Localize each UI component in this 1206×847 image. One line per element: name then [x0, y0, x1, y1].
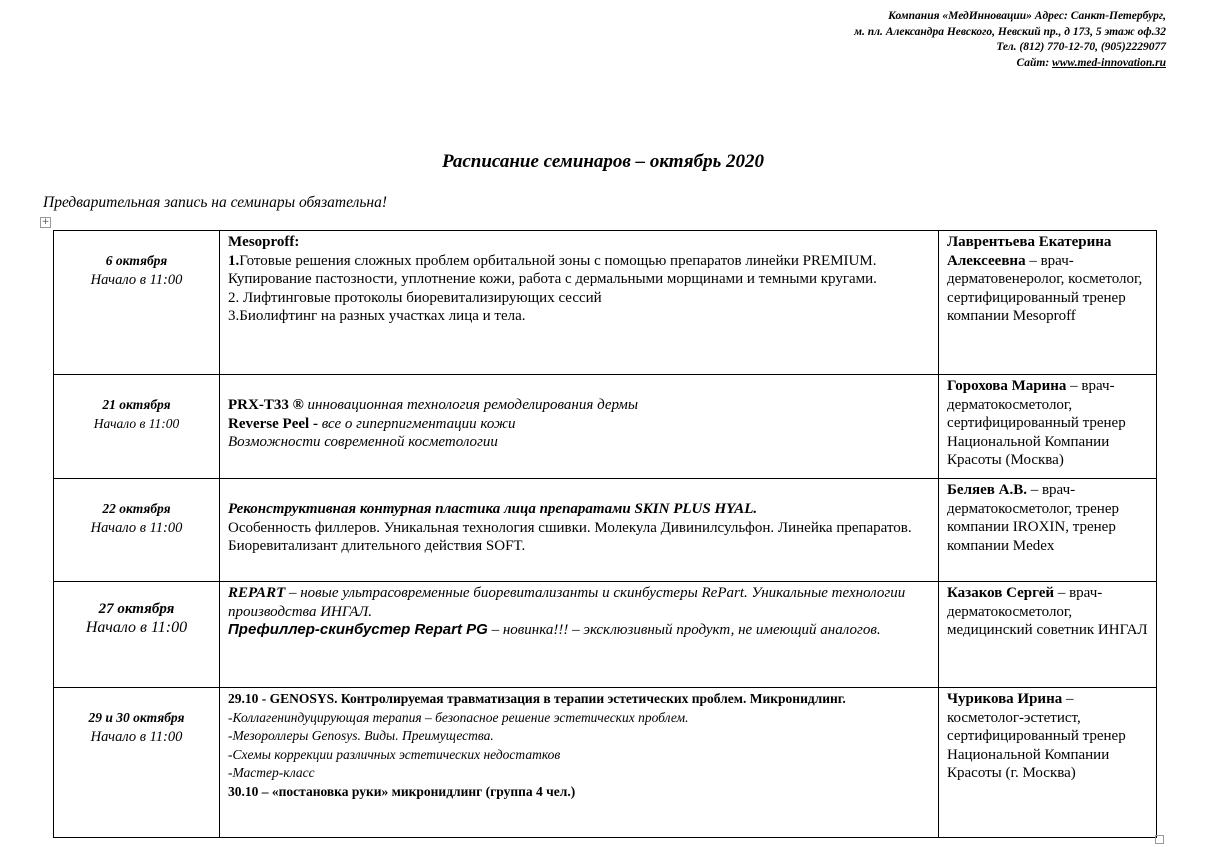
seminar-description [220, 582, 939, 688]
seminar-time: Начало в 11:00 [93, 415, 180, 431]
seminar-time: Начало в 11:00 [85, 618, 188, 636]
seminar-heading: Реконструктивная контурная пластика лица препаратами SKIN PLUS HYAL. [228, 501, 758, 517]
company-site [854, 56, 1166, 72]
seminar-description [220, 688, 939, 838]
site-link[interactable]: www.med-innovation.ru [1052, 56, 1166, 69]
seminar-date-cell [54, 582, 220, 688]
seminar-time: Начало в 11:00 [90, 271, 183, 288]
seminar-topic-1: 1.Готовые решения сложных проблем орбитальной зоны с помощью препаратов линейки PREMIUM. Купирование пастозности, уплотнение кожи, работа с дермальными морщинами и темными кругами. [228, 252, 877, 287]
lecturer-name: Чурикова Ирина [947, 691, 1063, 707]
lecturer-name: Горохова Марина [947, 378, 1067, 394]
company-header [854, 9, 1166, 71]
seminar-date-cell [54, 375, 220, 479]
seminar-topic-2: Reverse Peel - все о гиперпигментации кожи [228, 415, 516, 432]
seminar-description [220, 479, 939, 582]
seminar-heading: Mesoproff: [228, 234, 300, 250]
lecturer-cell [939, 231, 1157, 375]
seminar-date: 21 октября [102, 397, 171, 412]
company-name: Компания «МедИнновации» Адрес: Санкт-Петербург, [888, 10, 1166, 22]
seminar-schedule-table [53, 230, 1157, 838]
lecturer-info: – врач-дерматокосметолог, медицинский советник ИНГАЛ [947, 585, 1148, 638]
table-row [54, 375, 1157, 479]
lecturer-info: – врач-дерматокосметолог, тренер компании IROXIN, тренер компании Medex [947, 482, 1119, 554]
seminar-date: 27 октября [98, 601, 175, 617]
seminar-topic-3: -Схемы коррекции различных эстетических недостатков [228, 746, 561, 762]
registration-notice: Предварительная запись на семинары обязательна! [43, 194, 388, 211]
site-label: Сайт: [1016, 56, 1053, 69]
seminar-topic-2: 2. Лифтинговые протоколы биоревитализирующих сессий [228, 289, 602, 306]
company-address: м. пл. Александра Невского, Невский пр., д 173, 5 этаж оф.32 [854, 25, 1166, 38]
seminar-date-cell [54, 688, 220, 838]
lecturer-info: – врач-дерматовенеролог, косметолог, сертифицированный тренер компании Mesoproff [947, 252, 1143, 324]
seminar-date: 22 октября [102, 501, 171, 516]
lecturer-name: Беляев А.В. [947, 482, 1027, 498]
seminar-topic-1: Особенность филлеров. Уникальная технология сшивки. Молекула Дивинилсульфон. Линейка препаратов. Биоревитализант длительного действия SOFT. [228, 519, 912, 554]
table-row [54, 231, 1157, 375]
seminar-date: 29 и 30 октября [88, 710, 185, 725]
seminar-heading: 29.10 - GENOSYS. Контролируемая травматизация в терапии эстетических проблем. Микронидлинг. [228, 691, 846, 706]
table-row [54, 688, 1157, 838]
seminar-footer: 30.10 – «постановка руки» микронидлинг (группа 4 чел.) [228, 783, 576, 799]
table-row [54, 582, 1157, 688]
seminar-topic-3: 3.Биолифтинг на разных участках лица и тела. [228, 308, 526, 324]
seminar-topic-3: Возможности современной косметологии [228, 434, 498, 450]
lecturer-info: – врач-дерматокосметолог, сертифицированный тренер Национальной Компании Красоты (Москва) [947, 378, 1126, 468]
lecturer-cell [939, 479, 1157, 582]
seminar-time: Начало в 11:00 [90, 519, 183, 536]
seminar-topic-1: REPART – новые ультрасовременные биоревитализанты и скинбустеры RePart. Уникальные технологии производства ИНГАЛ. [228, 585, 906, 620]
seminar-description [220, 375, 939, 479]
seminar-topic-4: -Мастер-класс [228, 765, 315, 780]
table-row [54, 479, 1157, 582]
seminar-date: 6 октября [105, 253, 168, 268]
seminar-topic-1: PRX-T33 ® инновационная технология ремоделирования дермы [228, 397, 639, 413]
lecturer-cell [939, 582, 1157, 688]
table-move-icon[interactable]: + [41, 217, 50, 227]
seminar-date-cell [54, 479, 220, 582]
seminar-date-cell [54, 231, 220, 375]
seminar-topic-2: Префиллер-скинбустер Repart PG – новинка!!! – эксклюзивный продукт, не имеющий аналогов. [228, 621, 881, 638]
seminar-topic-2: -Мезороллеры Genosys. Виды. Преимущества. [228, 728, 494, 743]
lecturer-name: Лаврентьева Екатерина Алексеевна [947, 234, 1112, 269]
company-phone: Тел. (812) 770-12-70, (905)2229077 [996, 41, 1166, 53]
lecturer-info: – косметолог-эстетист, сертифицированный тренер Национальной Компании Красоты (г. Москва) [947, 691, 1126, 781]
seminar-topic-1: -Коллагениндуцирующая терапия – безопасное решение эстетических проблем. [228, 709, 689, 725]
lecturer-cell [939, 375, 1157, 479]
table-resize-handle[interactable] [1155, 835, 1164, 844]
page-title: Расписание семинаров – октябрь 2020 [441, 151, 765, 172]
seminar-time: Начало в 11:00 [90, 728, 183, 745]
seminar-description [220, 231, 939, 375]
lecturer-cell [939, 688, 1157, 838]
lecturer-name: Казаков Сергей [947, 585, 1055, 601]
